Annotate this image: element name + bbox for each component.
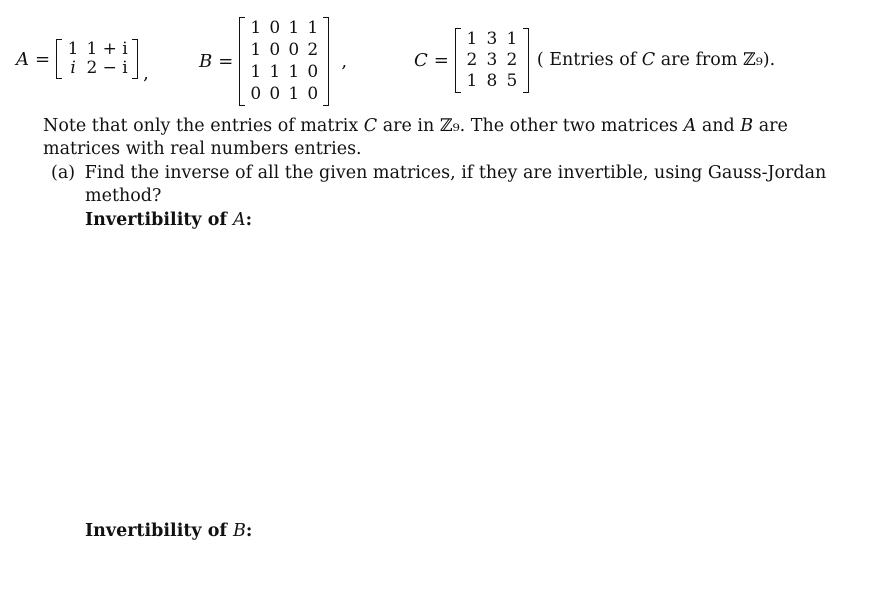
note-var: B: [740, 116, 754, 136]
matrix-c-cell: 2: [506, 49, 518, 70]
matrix-b-cell: 1: [250, 39, 262, 60]
matrix-c-cell: 1: [466, 70, 478, 91]
note-text: are: [753, 116, 788, 136]
heading-colon: :: [245, 210, 253, 230]
note-text: are from: [655, 50, 743, 70]
heading-text: Invertibility of: [85, 521, 233, 541]
note-line-2: matrices with real numbers entries.: [43, 139, 362, 159]
note-set: ℤ₉: [743, 50, 763, 70]
part-a-question: Find the inverse of all the given matrices, if they are invertible, using Gauss-Jordan: [84, 163, 827, 183]
note-text: and: [696, 116, 741, 136]
part-a-line-1: [51, 162, 851, 185]
note-text: ).: [762, 50, 776, 70]
note-text: Note that only the entries of matrix: [43, 116, 364, 136]
matrix-c-cell: 3: [486, 49, 498, 70]
heading-colon: :: [245, 521, 253, 541]
note-var: A: [683, 116, 697, 136]
matrix-a-cell: 2 − i: [86, 58, 128, 78]
matrix-b-cell: 1: [269, 61, 281, 82]
matrix-b-cell: 1: [307, 17, 319, 38]
comma: ,: [341, 50, 348, 72]
matrix-c-cell: 1: [466, 28, 478, 49]
matrix-c-note: [537, 50, 775, 70]
matrix-b-cell: 0: [288, 39, 300, 60]
note-var: C: [641, 50, 656, 70]
matrix-b-cell: 1: [288, 83, 300, 104]
matrix-a-cell: i: [70, 58, 76, 78]
part-a: [51, 162, 851, 208]
matrix-c-cell: 2: [466, 49, 478, 70]
note-paragraph: [43, 115, 843, 161]
matrix-c-cell: 1: [506, 28, 518, 49]
matrix-b: [239, 17, 329, 106]
matrix-b-cell: 1: [250, 17, 262, 38]
matrix-c-cell: 5: [506, 70, 518, 91]
part-a-line-2: method?: [85, 186, 162, 206]
matrix-b-cell: 1: [250, 61, 262, 82]
matrix-b-cell: 1: [288, 17, 300, 38]
equals-sign: =: [218, 50, 234, 72]
matrix-b-label: B: [199, 50, 213, 72]
note-text: are in ℤ₉. The other two matrices: [377, 116, 684, 136]
matrix-a-cell: 1 + i: [86, 39, 128, 59]
heading-var: B: [232, 521, 246, 541]
comma: ,: [143, 63, 149, 84]
heading-invertibility-b: [85, 520, 252, 543]
matrix-a: [56, 39, 138, 79]
matrix-b-cell: 0: [269, 39, 281, 60]
heading-invertibility-a: [85, 209, 252, 232]
matrix-b-cell: 1: [288, 61, 300, 82]
equals-sign: =: [35, 48, 51, 70]
heading-var: A: [232, 210, 246, 230]
matrix-c-group: [414, 24, 775, 96]
matrix-a-cell: 1: [67, 39, 79, 59]
matrix-a-group: [16, 34, 149, 84]
matrix-c-cell: 3: [486, 28, 498, 49]
matrix-b-cell: 0: [307, 83, 319, 104]
heading-text: Invertibility of: [85, 210, 233, 230]
matrix-a-label: A: [16, 48, 29, 70]
matrix-b-cell: 2: [307, 39, 319, 60]
matrix-b-cell: 0: [269, 17, 281, 38]
note-var: C: [363, 116, 378, 136]
part-a-label: (a): [51, 163, 76, 183]
matrix-b-group: [199, 14, 347, 108]
matrix-c-label: C: [414, 49, 428, 71]
matrix-b-cell: 0: [269, 83, 281, 104]
equals-sign: =: [433, 49, 449, 71]
matrix-c: [455, 28, 529, 93]
matrix-c-cell: 8: [486, 70, 498, 91]
matrix-b-cell: 0: [307, 61, 319, 82]
note-text: ( Entries of: [536, 50, 642, 70]
matrix-b-cell: 0: [250, 83, 262, 104]
note-line-1: [43, 115, 843, 138]
